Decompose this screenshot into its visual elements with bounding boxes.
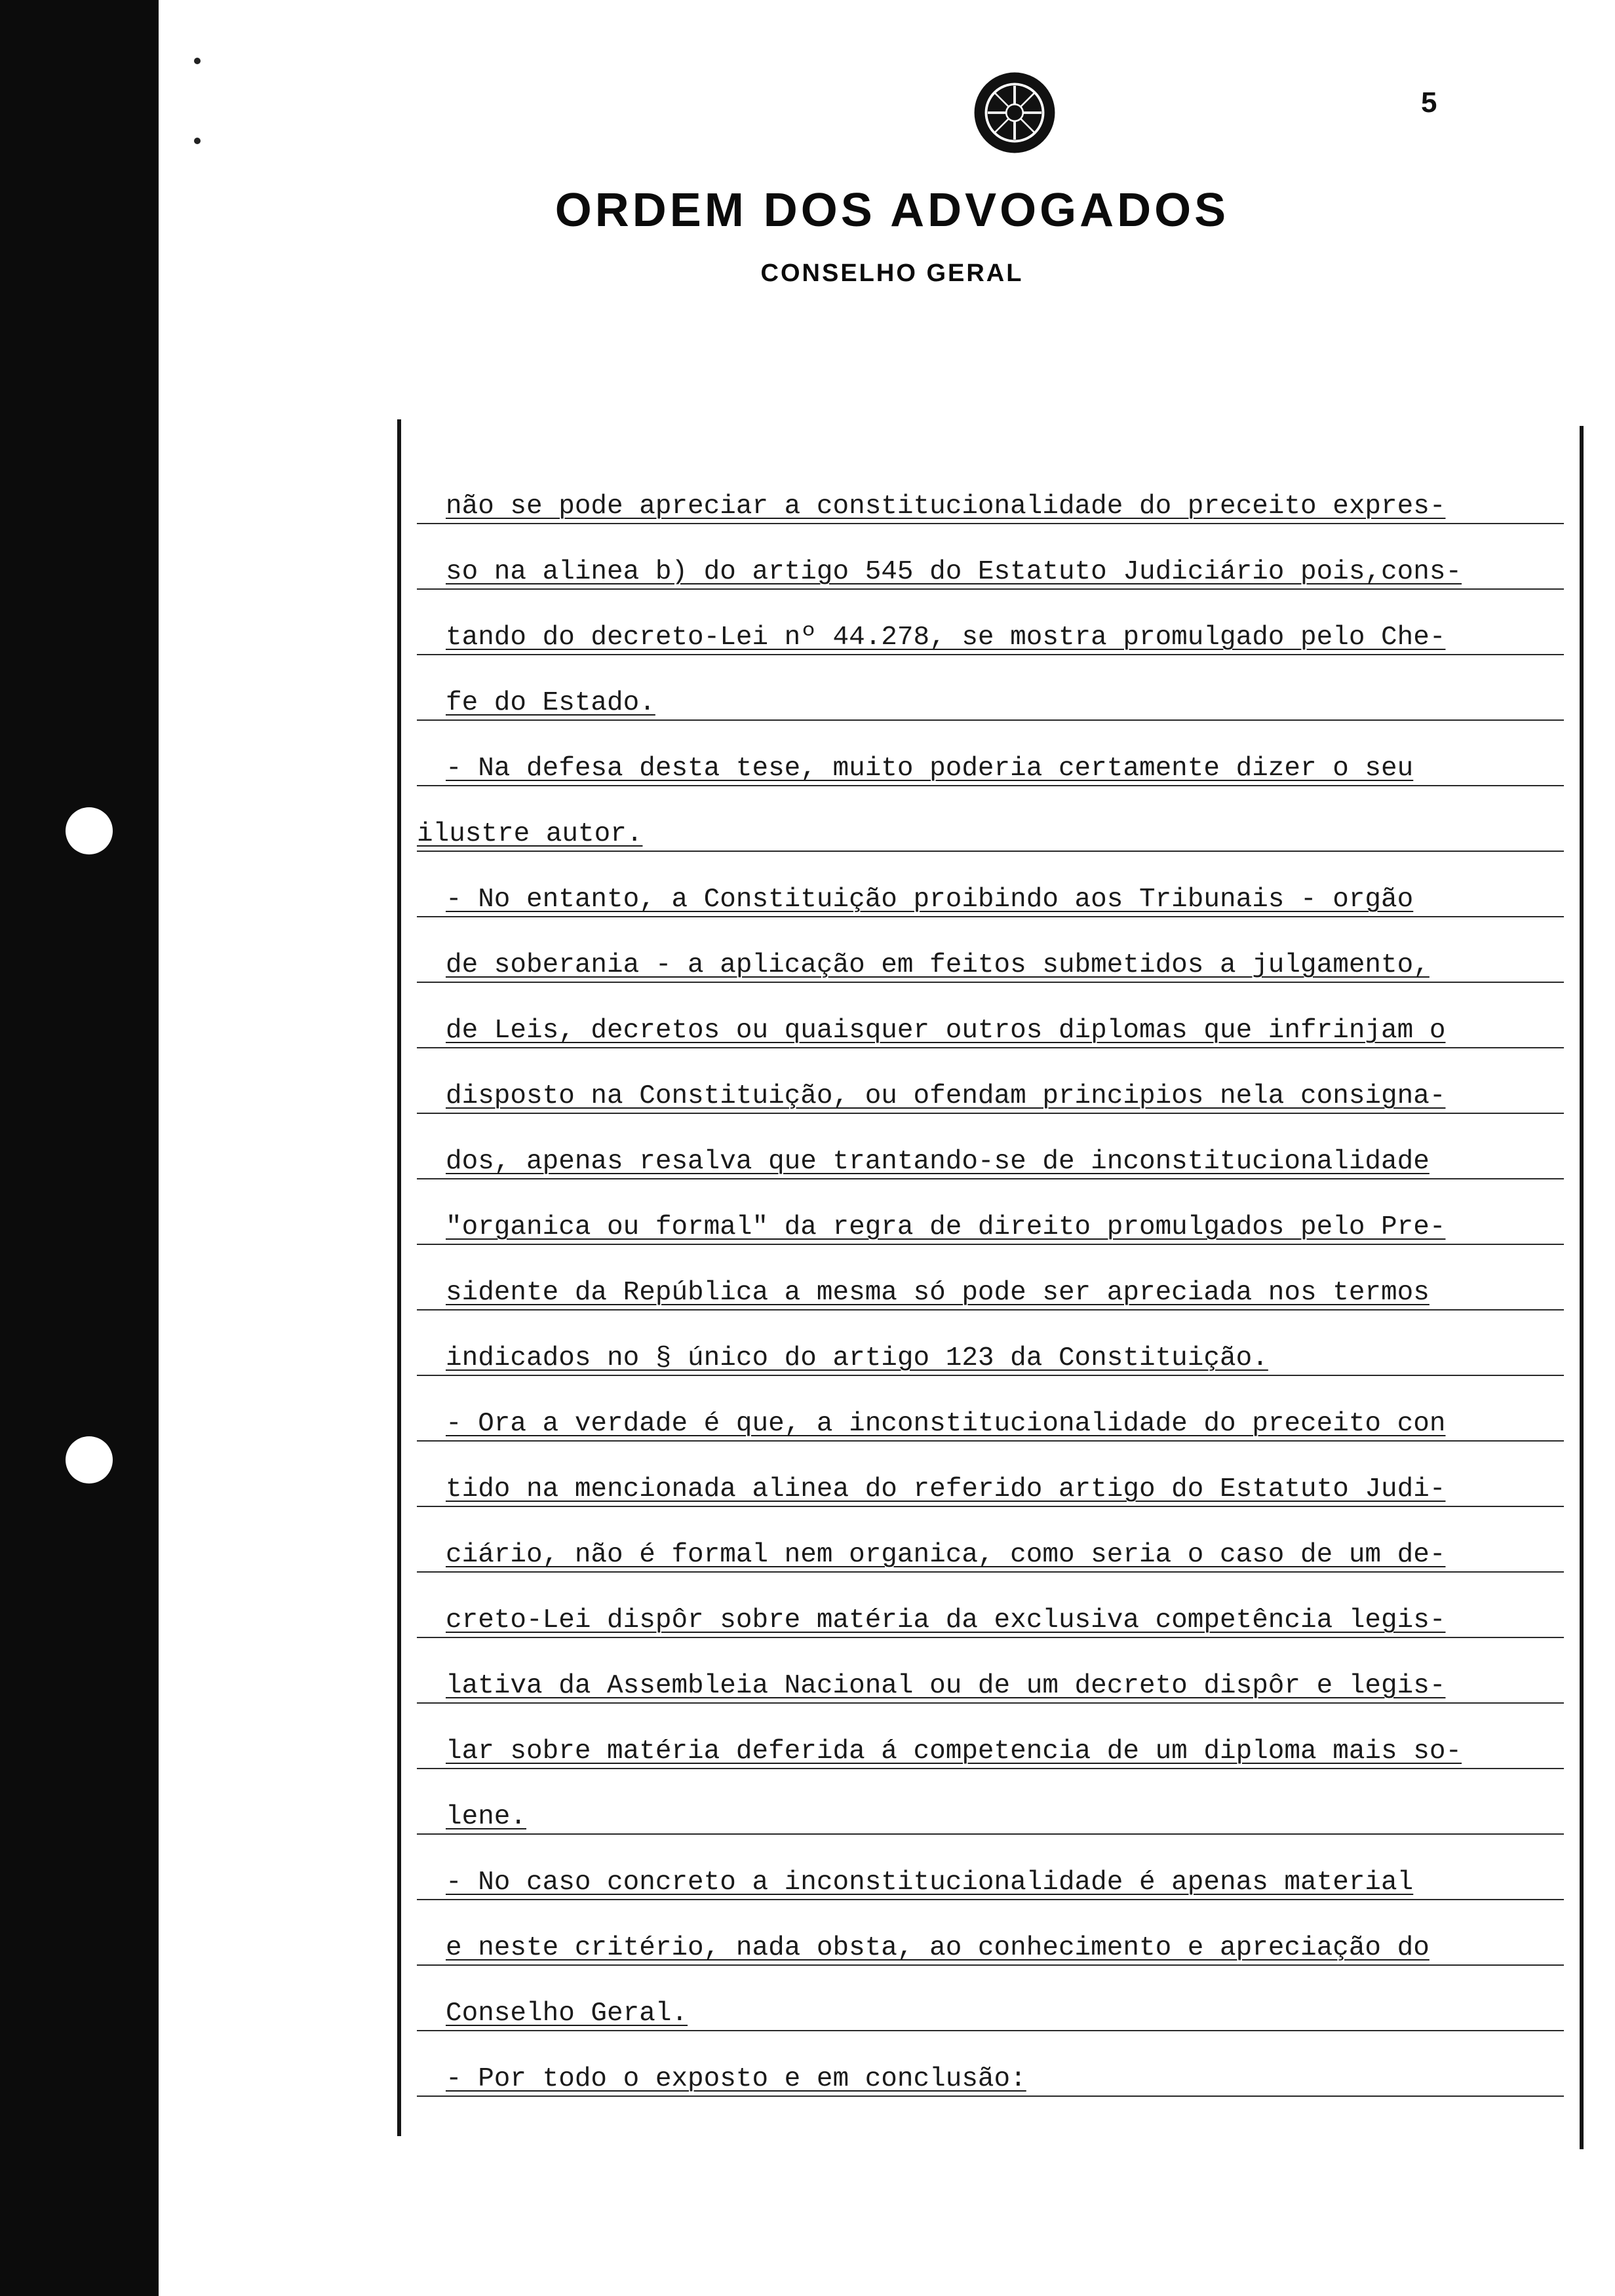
line-text: tando do decreto-Lei nº 44.278, se mostra promulgado pelo Che- [446,622,1446,653]
text-line [417,983,1564,1048]
frame-left-rule [397,419,401,2136]
line-text: de Leis, decretos ou quaisquer outros diplomas que infrinjam o [446,1016,1446,1046]
text-line [417,655,1564,721]
text-line [417,1376,1564,1442]
line-text: dos, apenas resalva que trantando-se de inconstitucionalidade [446,1147,1430,1177]
line-text: ilustre autor. [417,819,643,849]
text-line [417,1769,1564,1835]
scan-speck [194,138,201,144]
text-line [417,1507,1564,1573]
text-line [417,786,1564,852]
line-text: - No entanto, a Constituição proibindo aos Tribunais - orgão [446,885,1414,915]
text-line [417,1048,1564,1114]
line-text: so na alinea b) do artigo 545 do Estatuto Judiciário pois,cons- [446,557,1462,587]
line-text: "organica ou formal" da regra de direito promulgados pelo Pre- [446,1212,1446,1242]
frame-right-rule [1580,426,1584,2149]
line-text: - Ora a verdade é que, a inconstitucionalidade do preceito con [446,1409,1446,1439]
line-text: sidente da República a mesma só pode ser apreciada nos termos [446,1278,1430,1308]
line-text: não se pode apreciar a constitucionalidade do preceito expres- [446,491,1446,522]
document-body [417,459,1564,2097]
organization-subtitle: CONSELHO GERAL [760,259,1024,287]
organization-title: ORDEM DOS ADVOGADOS [555,184,1230,237]
emblem-seal-icon [973,71,1057,155]
line-text: fe do Estado. [446,688,655,718]
text-line [417,1114,1564,1179]
text-line [417,590,1564,655]
line-text: lativa da Assembleia Nacional ou de um decreto dispôr e legis- [446,1671,1446,1701]
scan-speck [194,58,201,64]
text-line [417,1966,1564,2031]
text-line [417,1638,1564,1704]
text-line [417,1245,1564,1311]
line-text: indicados no § único do artigo 123 da Constituição. [446,1343,1268,1373]
line-text: disposto na Constituição, ou ofendam principios nela consigna- [446,1081,1446,1111]
line-text: - No caso concreto a inconstitucionalidade é apenas material [446,1867,1414,1898]
text-line [417,2031,1564,2097]
text-line [417,917,1564,983]
punch-hole [66,807,113,854]
text-line [417,1704,1564,1769]
text-line [417,459,1564,524]
binding-strip [0,0,159,2296]
line-text: ciário, não é formal nem organica, como seria o caso de um de- [446,1540,1446,1570]
line-text: lar sobre matéria deferida á competencia de um diploma mais so- [446,1736,1462,1767]
text-line [417,1179,1564,1245]
line-text: de soberania - a aplicação em feitos submetidos a julgamento, [446,950,1430,980]
line-text: - Na defesa desta tese, muito poderia certamente dizer o seu [446,754,1414,784]
text-line [417,721,1564,786]
text-line [417,524,1564,590]
text-line [417,1442,1564,1507]
punch-hole [66,1436,113,1483]
line-text: tido na mencionada alinea do referido artigo do Estatuto Judi- [446,1474,1446,1504]
line-text: creto-Lei dispôr sobre matéria da exclusiva competência legis- [446,1605,1446,1636]
text-line [417,1835,1564,1900]
text-line [417,1311,1564,1376]
line-text: - Por todo o exposto e em conclusão: [446,2064,1026,2094]
line-text: e neste critério, nada obsta, ao conhecimento e apreciação do [446,1933,1430,1963]
text-line [417,852,1564,917]
text-line [417,1900,1564,1966]
text-line [417,1573,1564,1638]
line-text: Conselho Geral. [446,1999,688,2029]
page-number: 5 [1421,86,1437,119]
line-text: lene. [446,1802,527,1832]
